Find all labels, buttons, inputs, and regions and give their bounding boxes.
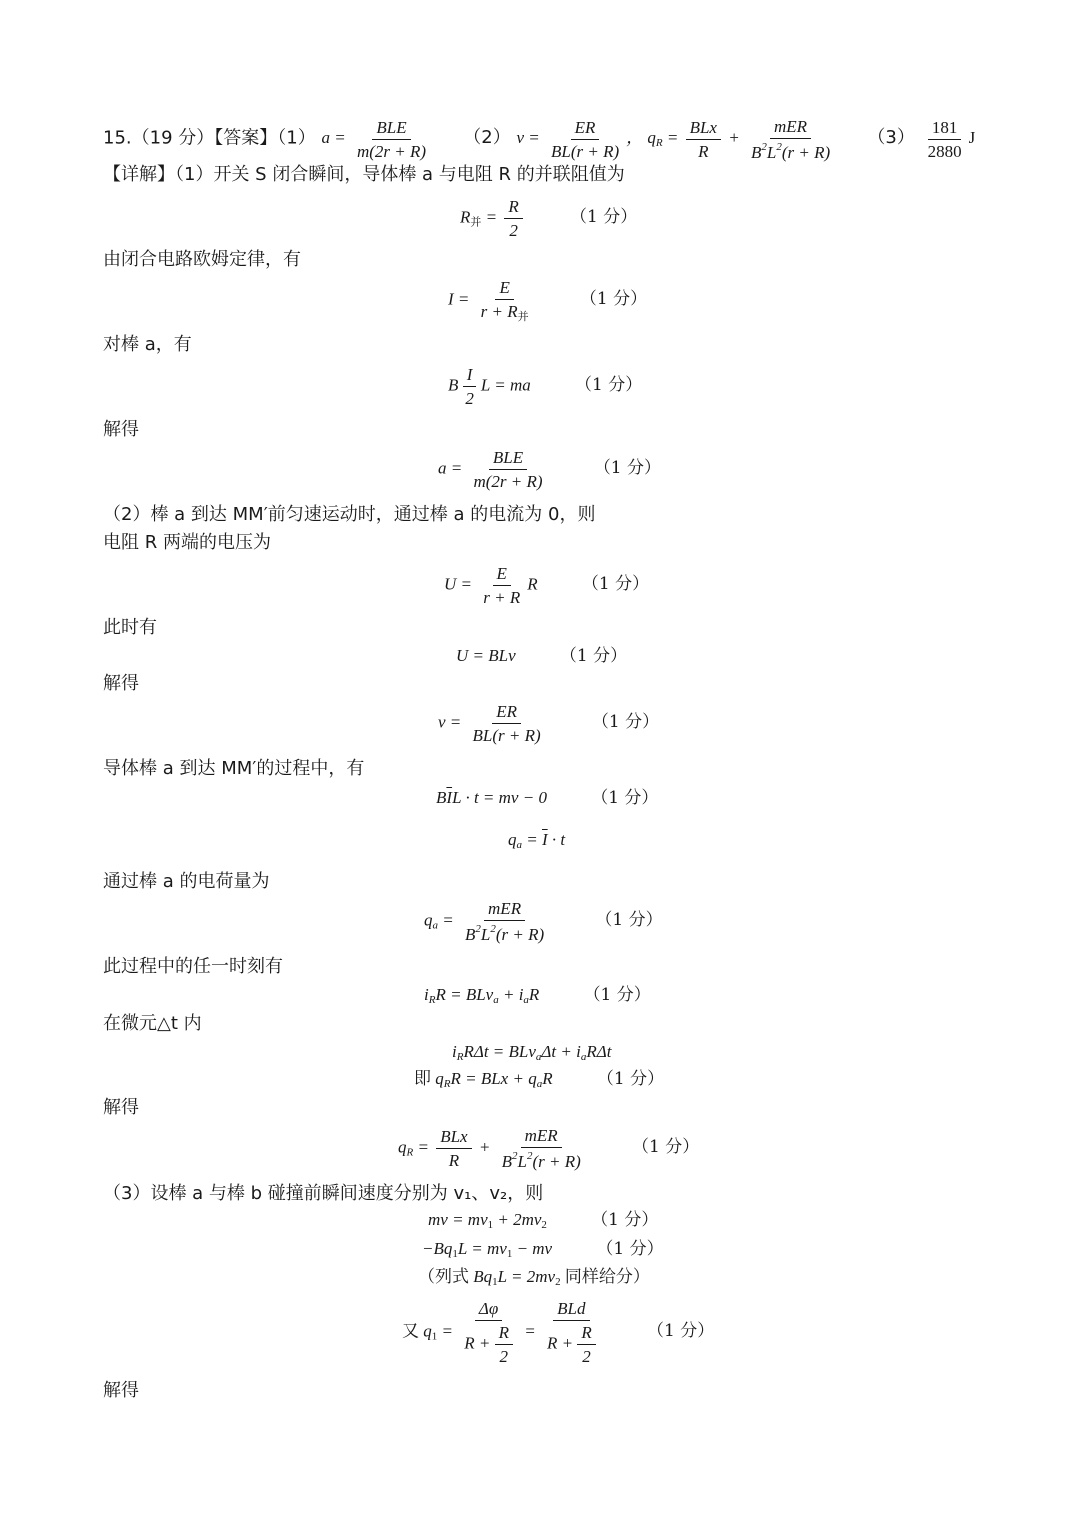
- eq-charge-a: $q_a$ = $\frac{\text{mER}}{B^2L^2(r + R)}$ （1 分）: [424, 899, 663, 944]
- eq-emf: U = BLv （1 分）: [456, 646, 628, 666]
- solve-1-text: 解得: [103, 419, 139, 440]
- part2-line-1: （2）棒 a 到达 MM′前匀速运动时，通过棒 a 的电流为 0，则: [103, 504, 596, 525]
- ohm-text: 由闭合电路欧姆定律，有: [103, 249, 301, 270]
- part3-label: （3）: [867, 127, 915, 149]
- question-number: 15.（19 分）【答案】（1）: [103, 127, 316, 149]
- answer-3-formula: $\frac{181}{2880}$ J: [927, 118, 976, 161]
- part2-label: （2）: [463, 127, 511, 149]
- answer-1-formula: a = $\frac{\text{BLE}}{m(2r + R)}$: [321, 118, 427, 161]
- answer-2-formula: v = $\frac{ER}{BL(r + R)}$ ， $q_R$ = $\frac{\text{BLx}}{R}$ + $\frac{\text{mER}}{B^2L^2(r + R)}$: [516, 117, 831, 162]
- eq-integrated: 即 $q_RR$ = BLx + $q_aR$ （1 分）: [414, 1069, 665, 1090]
- eq-impulse-b: $-Bq_1L = mv_1$ − mv （1 分）: [422, 1239, 664, 1260]
- eq-momentum: mv = $mv_1 + 2mv_2$ （1 分）: [428, 1210, 659, 1231]
- solve-2-text: 解得: [103, 673, 139, 694]
- eq-alternative: （列式 $Bq_1L = 2mv_2$ 同样给分）: [418, 1267, 650, 1288]
- part3-text: （3）设棒 a 与棒 b 碰撞前瞬间速度分别为 v₁、v₂，则: [103, 1183, 544, 1204]
- eq-instant: $i_RR = BLv_a + i_aR$ （1 分）: [424, 985, 651, 1006]
- now-text: 此时有: [103, 617, 157, 638]
- eq-current: I = $\frac{E}{r + R_并}$ （1 分）: [448, 278, 648, 323]
- part2-line-2: 电阻 R 两端的电压为: [103, 532, 271, 553]
- eq-charge-r: $q_R$ = $\frac{\text{BLx}}{R}$ + $\frac{\text{mER}}{B^2L^2(r + R)}$ （1 分）: [398, 1126, 700, 1171]
- eq-impulse: $B\overline{I}L \cdot t$ = mv − 0 （1 分）: [436, 788, 659, 808]
- charge-text: 通过棒 a 的电荷量为: [103, 871, 270, 892]
- eq-micro: $i_RR\Delta t = BLv_a\Delta t + i_aR\Delta t$: [452, 1042, 612, 1063]
- process-text: 导体棒 a 到达 MM′的过程中，有: [103, 758, 365, 779]
- eq-voltage: U = $\frac{E}{r + R}$ R （1 分）: [444, 564, 650, 607]
- eq-parallel-resistance: $R_并$ = $\frac{R}{2}$ （1 分）: [460, 197, 638, 240]
- micro-text: 在微元△t 内: [103, 1013, 202, 1034]
- eq-velocity: v = $\frac{ER}{BL(r + R)}$ （1 分）: [438, 702, 660, 745]
- eq-newton: B $\frac{I}{2}$ L = ma （1 分）: [448, 365, 643, 408]
- eq-flux-charge: 又 $q_1$ = Δφ R + $\frac{R}{2}$ = BLd R + $\frac{R}{2}$ （1 分）: [402, 1299, 715, 1366]
- anytime-text: 此过程中的任一时刻有: [103, 956, 283, 977]
- solve-3-text: 解得: [103, 1097, 139, 1118]
- detail-1-text: 【详解】（1）开关 S 闭合瞬间，导体棒 a 与电阻 R 的并联阻值为: [103, 164, 625, 185]
- eq-charge-def: $q_a = \overline{I} \cdot t$: [508, 830, 566, 851]
- solve-4-text: 解得: [103, 1380, 139, 1401]
- rod-a-text: 对棒 a，有: [103, 334, 192, 355]
- answer-header: [103, 118, 975, 161]
- eq-acceleration: a = $\frac{\text{BLE}}{m(2r + R)}$ （1 分）: [438, 448, 662, 491]
